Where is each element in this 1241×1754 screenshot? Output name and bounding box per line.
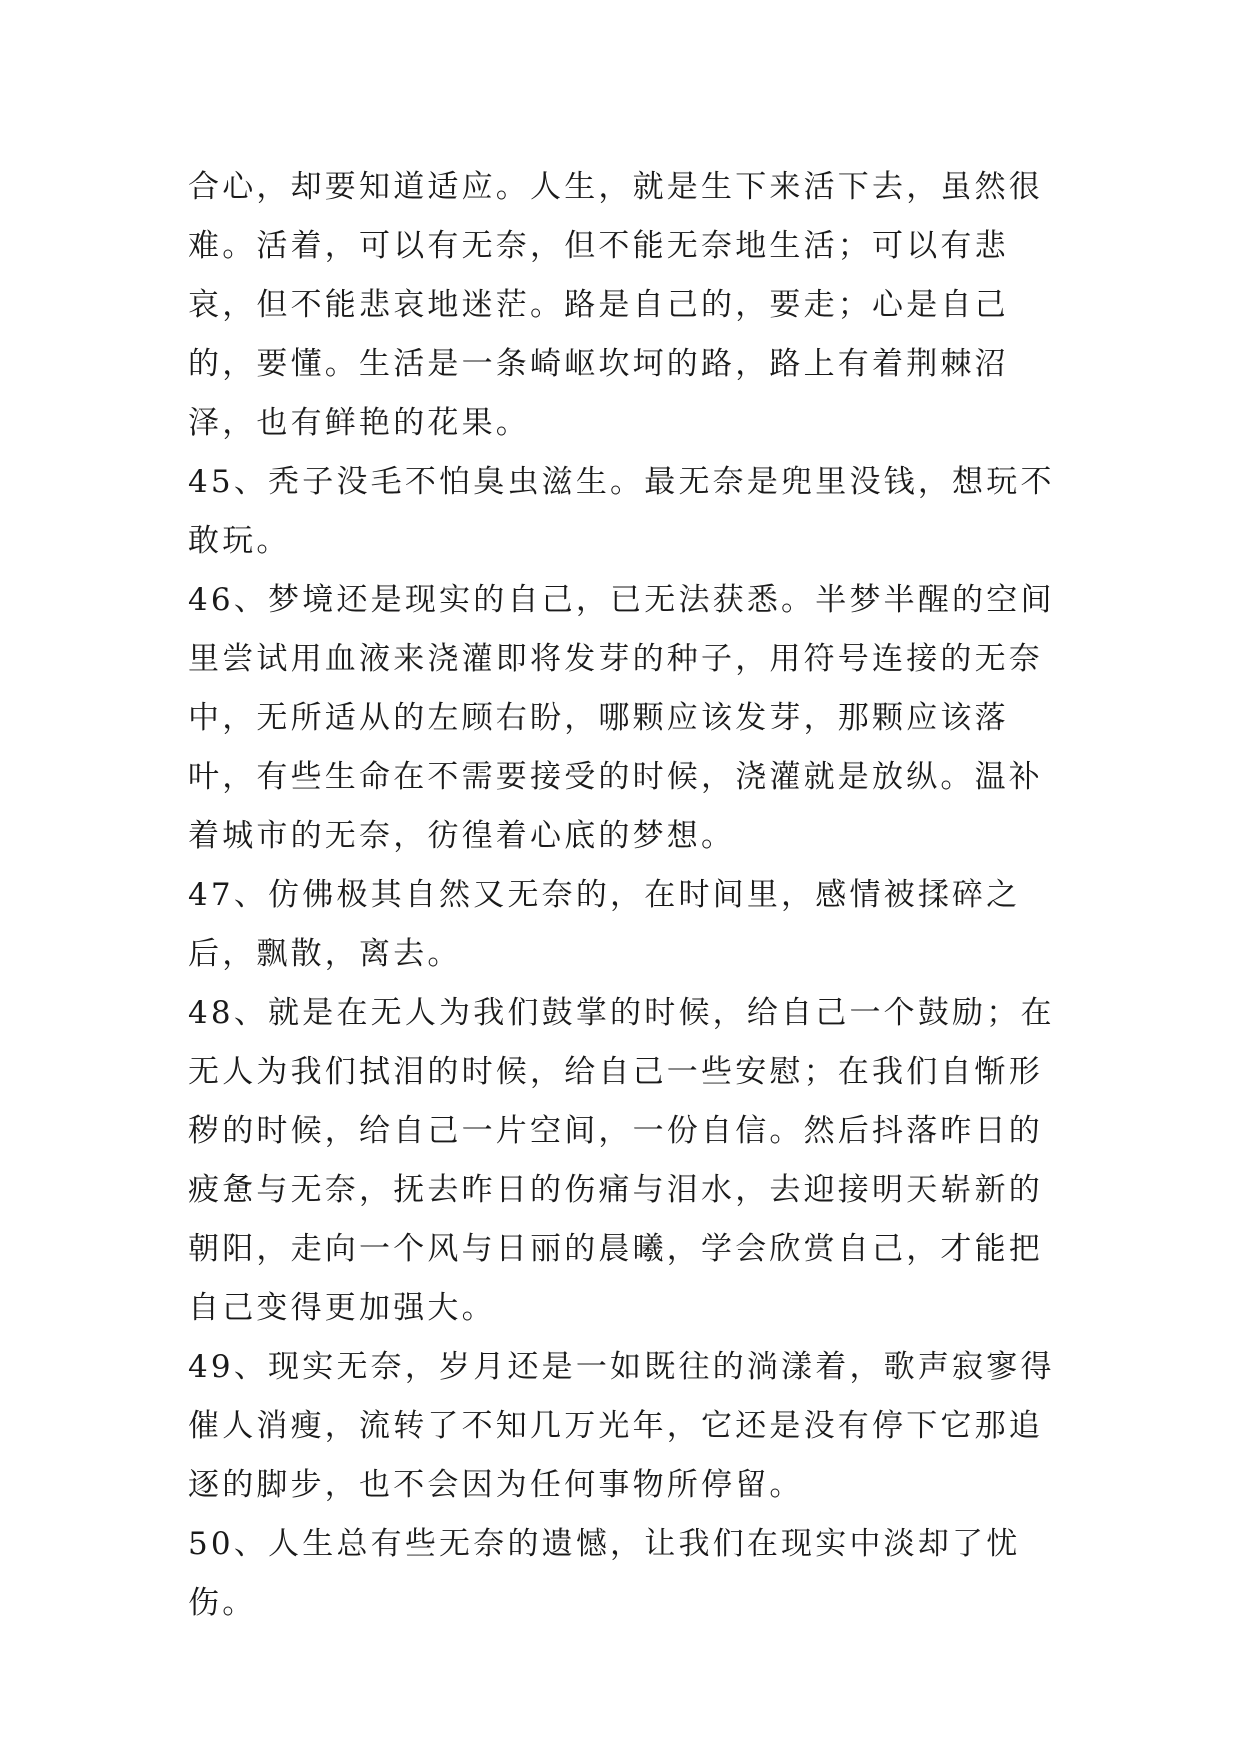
document-body: [188, 158, 1068, 1633]
paragraph-47: 47、仿佛极其自然又无奈的，在时间里，感情被揉碎之后，飘散，离去。: [188, 877, 1021, 972]
paragraph-50: 50、人生总有些无奈的遗憾，让我们在现实中淡却了忧伤。: [188, 1526, 1021, 1621]
paragraph-46: 46、梦境还是现实的自己，已无法获悉。半梦半醒的空间里尝试用血液来浇灌即将发芽的种子，用符号连接的无奈中，无所适从的左顾右盼，哪颗应该发芽，那颗应该落叶，有些生命在不需要接受的时候，浇灌就是放纵。温补着城市的无奈，彷徨着心底的梦想。: [188, 582, 1055, 854]
paragraph-45: 45、秃子没毛不怕臭虫滋生。最无奈是兜里没钱，想玩不敢玩。: [188, 464, 1055, 559]
paragraph-continuation: 合心，却要知道适应。人生，就是生下来活下去，虽然很难。活着，可以有无奈，但不能无奈地生活；可以有悲哀，但不能悲哀地迷茫。路是自己的，要走；心是自己的，要懂。生活是一条崎岖坎坷的路，路上有着荆棘沼泽，也有鲜艳的花果。: [188, 169, 1043, 441]
paragraph-49: 49、现实无奈，岁月还是一如既往的淌漾着，歌声寂寥得催人消瘦，流转了不知几万光年，它还是没有停下它那追逐的脚步，也不会因为任何事物所停留。: [188, 1349, 1055, 1503]
paragraph-48: 48、就是在无人为我们鼓掌的时候，给自己一个鼓励；在无人为我们拭泪的时候，给自己一些安慰；在我们自惭形秽的时候，给自己一片空间，一份自信。然后抖落昨日的疲惫与无奈，抚去昨日的伤痛与泪水，去迎接明天崭新的朝阳，走向一个风与日丽的晨曦，学会欣赏自己，才能把自己变得更加强大。: [188, 995, 1055, 1326]
